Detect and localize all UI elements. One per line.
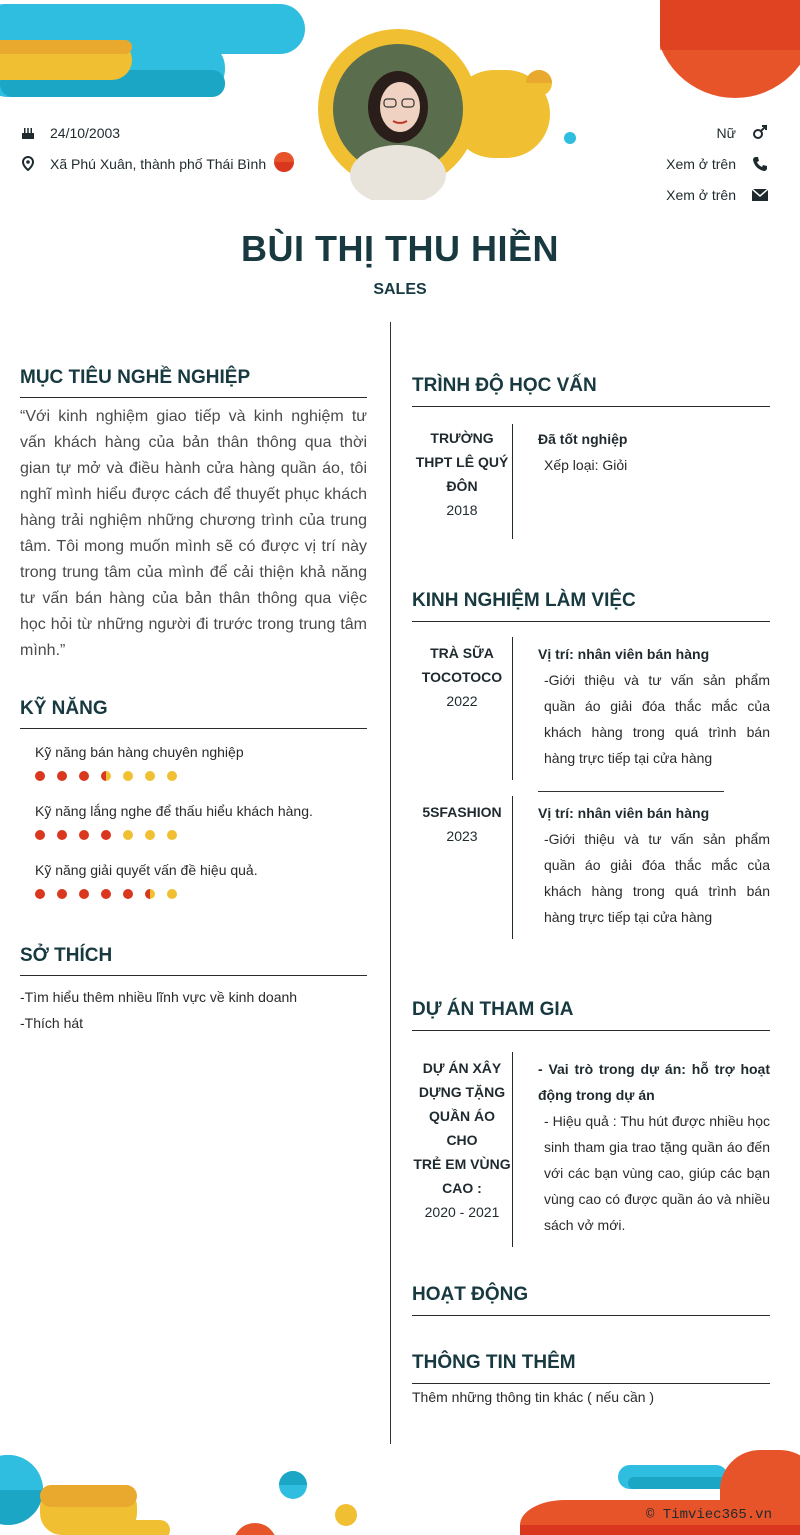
column-divider — [390, 322, 391, 1444]
hobbies-underline — [20, 975, 367, 976]
skill-rating-dot — [145, 830, 155, 840]
objective-underline — [20, 397, 367, 398]
skill-rating-dot — [57, 771, 67, 781]
project-name-line: DỰNG TẶNG — [418, 1084, 506, 1100]
skill-name-1: Kỹ năng bán hàng chuyên nghiệp — [35, 744, 244, 760]
skill-rating-dot — [35, 889, 45, 899]
skill-rating-dot — [123, 771, 133, 781]
school-line: ĐÔN — [446, 478, 478, 494]
objective-text: “Với kinh nghiệm giao tiếp và kinh nghiệm tư vấn khách hàng của bản thân thông qua thời gian tự mở và điều hành cửa hàng quần áo, tôi nghĩ mình hiểu được cách để thuyết phục khách hàng trải nghiệm những chương trình của trung tâm. Tôi mong muốn mình sẽ có được vị trí này trong trung tâm của mình để cải thiện khả năng tư vấn bán hàng của bản thân thông qua việc học hỏi từ những người đi trước trong trung tâm mình.” — [20, 408, 367, 659]
education-details — [538, 426, 770, 478]
education-title: TRÌNH ĐỘ HỌC VẤN — [412, 375, 597, 396]
skill-rating-3 — [35, 889, 177, 899]
education-timeline-bar — [512, 424, 513, 539]
avatar-frame — [310, 25, 600, 200]
job-company — [412, 641, 512, 713]
candidate-name: BÙI THỊ THU HIỀN — [241, 228, 559, 269]
education-year: 2018 — [446, 502, 478, 518]
mail-icon — [752, 187, 768, 203]
activities-underline — [412, 1315, 770, 1316]
skill-rating-dot — [101, 771, 111, 781]
company-line: TOCOTOCO — [421, 669, 503, 685]
skill-rating-dot — [57, 830, 67, 840]
education-rank: Xếp loại: Giỏi — [544, 457, 628, 473]
skill-rating-dot — [167, 889, 177, 899]
skill-rating-dot — [79, 830, 89, 840]
skill-rating-dot — [101, 830, 111, 840]
education-underline — [412, 406, 770, 407]
objective-title: MỤC TIÊU NGHỀ NGHIỆP — [20, 367, 251, 388]
gender-row — [717, 125, 768, 141]
skill-rating-dot — [145, 771, 155, 781]
extra-info-text: Thêm những thông tin khác ( nếu cần ) — [412, 1389, 655, 1405]
small-red-dot — [272, 150, 296, 174]
skill-rating-dot — [79, 771, 89, 781]
phone-text: Xem ở trên — [666, 156, 736, 172]
top-left-decoration — [0, 0, 320, 100]
email-text: Xem ở trên — [666, 187, 736, 203]
extra-info-title: THÔNG TIN THÊM — [412, 1352, 576, 1373]
cake-icon — [20, 125, 36, 141]
skill-rating-dot — [145, 889, 155, 899]
activities-title: HOẠT ĐỘNG — [412, 1284, 529, 1305]
skill-rating-1 — [35, 771, 177, 781]
skill-name-2: Kỹ năng lắng nghe để thấu hiểu khách hàng. — [35, 803, 313, 819]
project-name-line: DỰ ÁN XÂY — [422, 1060, 502, 1076]
skill-rating-dot — [35, 830, 45, 840]
birthdate-text: 24/10/2003 — [50, 125, 121, 141]
phone-row — [666, 156, 768, 172]
job-timeline-bar — [512, 637, 513, 780]
job-year: 2023 — [446, 828, 478, 844]
education-school — [412, 426, 512, 522]
job-role: Vị trí: nhân viên bán hàng — [538, 805, 710, 821]
company-line: TRÀ SỮA — [430, 645, 494, 661]
experience-title: KINH NGHIỆM LÀM VIỆC — [412, 590, 636, 611]
school-line: THPT LÊ QUÝ — [415, 454, 509, 470]
projects-underline — [412, 1030, 770, 1031]
job-details — [538, 641, 770, 771]
skill-name-3: Kỹ năng giải quyết vấn đề hiệu quả. — [35, 862, 258, 878]
top-right-decoration — [660, 0, 800, 100]
skill-rating-dot — [57, 889, 67, 899]
project-details — [538, 1056, 770, 1238]
job-description: -Giới thiệu và tư vấn sản phẩm quần áo giải đóa thắc mắc của khách hàng trong quá trình bán hàng trực tiếp tại cửa hàng — [544, 831, 770, 925]
job-year: 2022 — [446, 693, 478, 709]
hobby-item: -Tìm hiểu thêm nhiều lĩnh vực về kinh doanh — [20, 989, 298, 1005]
skill-rating-dot — [167, 771, 177, 781]
skills-underline — [20, 728, 367, 729]
project-timeline-bar — [512, 1052, 513, 1247]
hobby-item: -Thích hát — [20, 1015, 84, 1031]
phone-icon — [752, 156, 768, 172]
address-row — [20, 156, 266, 172]
education-status: Đã tốt nghiệp — [538, 431, 628, 447]
company-line: 5SFASHION — [422, 804, 502, 820]
project-years: 2020 - 2021 — [424, 1204, 500, 1220]
skills-title: KỸ NĂNG — [20, 698, 108, 719]
gender-icon — [752, 125, 768, 141]
school-line: TRƯỜNG — [430, 430, 494, 446]
job-company — [412, 800, 512, 848]
project-result: - Hiệu quả : Thu hút được nhiều học sinh tham gia trao tặng quần áo đến với các bạn vùng cao, giúp các bạn vùng cao có được quần áo và nhiều sách vở mới. — [544, 1113, 770, 1233]
location-pin-icon — [20, 156, 36, 172]
skill-rating-dot — [79, 889, 89, 899]
email-row — [666, 187, 768, 203]
job-details — [538, 800, 770, 930]
job-title: SALES — [373, 281, 427, 298]
projects-title: DỰ ÁN THAM GIA — [412, 999, 574, 1020]
bottom-left-decoration — [0, 1440, 370, 1535]
job-role: Vị trí: nhân viên bán hàng — [538, 646, 710, 662]
birthdate-row — [20, 125, 120, 141]
skill-rating-dot — [123, 830, 133, 840]
skill-rating-dot — [35, 771, 45, 781]
skill-rating-dot — [101, 889, 111, 899]
job-separator — [538, 791, 724, 792]
experience-underline — [412, 621, 770, 622]
project-role: - Vai trò trong dự án: hỗ trợ hoạt động trong dự án — [538, 1061, 770, 1103]
hobbies-title: SỞ THÍCH — [20, 945, 113, 966]
gender-text: Nữ — [716, 125, 736, 141]
project-name — [412, 1056, 512, 1224]
job-timeline-bar — [512, 796, 513, 939]
skill-rating-dot — [167, 830, 177, 840]
skill-rating-2 — [35, 830, 177, 840]
project-name-line: QUẦN ÁO CHO — [428, 1108, 496, 1148]
watermark: © Timviec365.vn — [645, 1507, 772, 1523]
extra-info-underline — [412, 1383, 770, 1384]
project-name-line: CAO : — [442, 1180, 482, 1196]
address-text: Xã Phú Xuân, thành phố Thái Bình — [50, 156, 267, 172]
skill-rating-dot — [123, 889, 133, 899]
project-name-line: TRẺ EM VÙNG — [413, 1156, 511, 1172]
job-description: -Giới thiệu và tư vấn sản phẩm quần áo giải đóa thắc mắc của khách hàng trong quá trình bán hàng trực tiếp tại cửa hàng — [544, 672, 770, 766]
